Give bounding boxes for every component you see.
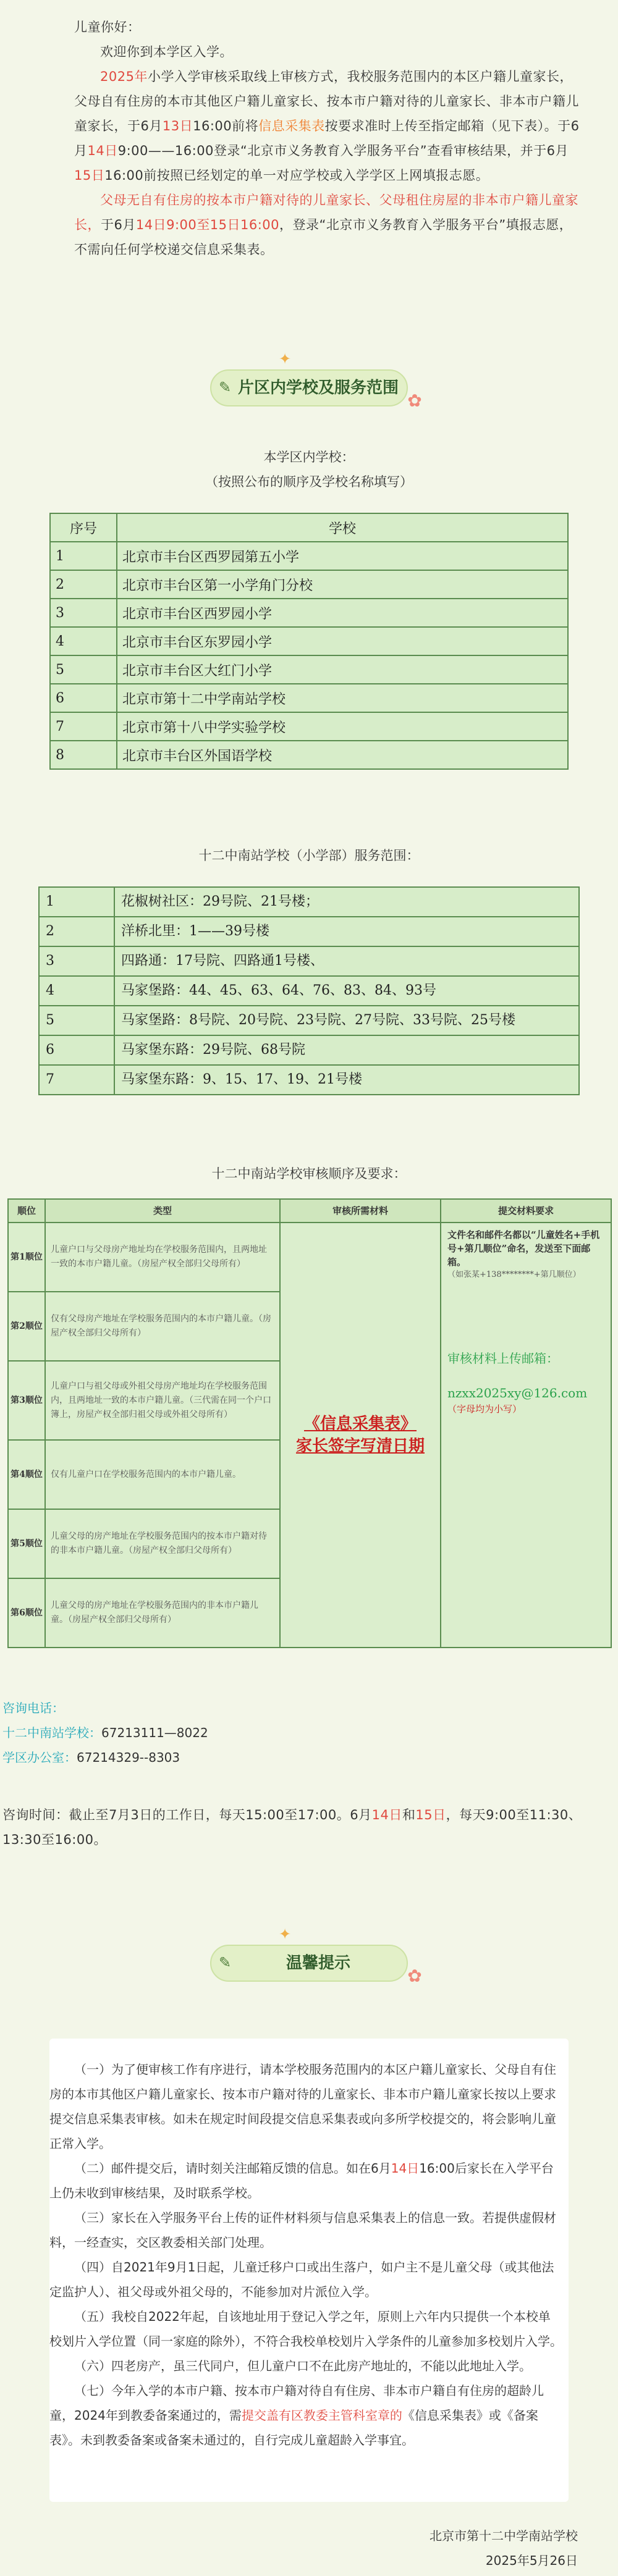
type-cell: 儿童户口与祖父母或外祖父母房产地址均在学校服务范围内，且两地址一致的本市户籍儿童。（三代需在同一个户口簿上，房屋产权全部归祖父母或外祖父母所有） [45, 1361, 280, 1440]
school-name-cell: 北京市丰台区大红门小学 [117, 655, 568, 684]
review-order-table [7, 1198, 612, 1648]
row-number: 8 [50, 741, 117, 769]
tip7-text: （七）今年入学的本市户籍、按本市户籍对待自有住房、非本市户籍自有住房的超龄儿童，2024年到教委备案通过的，需 [49, 2383, 544, 2423]
p2-text-b: ，登录“北京市义务教育入学服务平台”填报志愿，不需向任何学校递交信息采集表。 [74, 217, 573, 257]
date-13: 13日 [162, 119, 193, 133]
p2-time: 14日9:00至15日16:00 [135, 217, 279, 232]
pencil-icon: ✎ [219, 1954, 232, 1971]
office-phone: 67214329--8303 [77, 1750, 180, 1765]
schools-table [49, 513, 569, 770]
intro-paragraph-2 [74, 188, 581, 262]
row-number: 2 [39, 917, 114, 946]
school-name-cell: 北京市第十八中学实验学校 [117, 712, 568, 741]
p1-text-b: 16:00前将 [193, 119, 259, 133]
required-material-cell [280, 1223, 441, 1648]
office-phone-line [0, 1745, 618, 1770]
school-name-cell: 北京市丰台区第一小学角门分校 [117, 570, 568, 599]
school-phone: 67213111—8022 [101, 1725, 208, 1740]
lowercase-note: （字母均为小写） [447, 1404, 522, 1415]
row-number: 7 [50, 712, 117, 741]
range-cell: 马家堡路：44、45、63、64、76、83、84、93号 [114, 976, 579, 1006]
order-cell: 第2顺位 [8, 1292, 45, 1361]
order-cell: 第3顺位 [8, 1361, 45, 1440]
table-row [39, 1035, 579, 1065]
header-type: 类型 [45, 1199, 280, 1223]
date-15: 15日 [74, 168, 105, 183]
info-form-title: 《信息采集表》 [303, 1415, 417, 1433]
tips-list [49, 2057, 562, 2452]
signature-block [309, 2523, 578, 2573]
header-submit: 提交材料要求 [441, 1199, 611, 1223]
sign-date: 2025年5月26日 [485, 2553, 578, 2568]
school-name-cell: 北京市第十二中学南站学校 [117, 684, 568, 712]
range-cell: 马家堡东路：29号院、68号院 [114, 1035, 579, 1065]
table-row [50, 712, 568, 741]
naming-rule: 文件名和邮件名都以“儿童姓名+手机号+第几顺位”命名，发送至下面邮箱。 [447, 1229, 600, 1268]
type-cell: 儿童户口与父母房产地址均在学校服务范围内，且两地址一致的本市户籍儿童。（房屋产权全部归父母所有） [45, 1223, 280, 1292]
schools-caption-1: 本学区内学校： [263, 450, 355, 465]
table-row [39, 976, 579, 1006]
school-phone-label: 十二中南站学校： [2, 1725, 101, 1740]
section-banner-schools [185, 352, 433, 420]
order-title: 十二中南站学校审核顺序及要求： [211, 1166, 407, 1181]
consult-date-14: 14日 [371, 1808, 402, 1822]
submit-requirement-cell [441, 1223, 611, 1648]
naming-example: （如张某+138********+第几顺位） [447, 1270, 581, 1279]
schools-caption [0, 445, 618, 494]
table-row [39, 1006, 579, 1035]
school-name-cell: 北京市丰台区西罗园小学 [117, 599, 568, 627]
table-row [50, 570, 568, 599]
header-order: 顺位 [8, 1199, 45, 1223]
school-name: 北京市第十二中学南站学校 [430, 2528, 578, 2543]
tip2-text: （二）邮件提交后，请时刻关注邮箱反馈的信息。如在6月 [74, 2161, 391, 2176]
school-phone-line [0, 1720, 618, 1745]
range-cell: 洋桥北里：1——39号楼 [114, 917, 579, 946]
consult-text-a: 咨询时间：截止至7月3日的工作日，每天15:00至17:00。6月 [2, 1808, 372, 1822]
pencil-icon: ✎ [219, 379, 232, 396]
consult-time [2, 1803, 614, 1852]
p2-red-text: 父母无自有住房的按本市户籍对待的儿童家长、父母租住房屋的非本市户籍儿童家长， [74, 193, 578, 232]
tip-item: （四）自2021年9月1日起，儿童迁移户口或出生落户，如户主不是儿童父母（或其他法定监护人）、祖父母或外祖父母的，不能参加对片派位入学。 [49, 2260, 554, 2299]
type-cell: 儿童父母的房产地址在学校服务范围内的非本市户籍儿童。（房屋产权全部归父母所有） [45, 1578, 280, 1648]
p1-text-e: 16:00前按照已经划定的单一对应学校或入学学区上网填报志愿。 [104, 168, 489, 183]
tip-item: （一）为了便审核工作有序进行，请本学校服务范围内的本区户籍儿童家长、父母自有住房的本市其他区户籍儿童家长、按本市户籍对待的儿童家长、非本市户籍儿童家长按以上要求提交信息采集表审核。如未在规定时间段提交信息采集表或向多所学校提交的，将会影响儿童正常入学。 [49, 2062, 556, 2151]
consult-and: 和 [402, 1808, 416, 1822]
intro-section [74, 15, 581, 262]
row-number: 7 [39, 1065, 114, 1095]
table-header-row [50, 513, 568, 542]
table-header-row [8, 1199, 611, 1223]
table-row [39, 887, 579, 917]
info-form-required [284, 1413, 436, 1435]
table-row [39, 946, 579, 976]
contact-section [0, 1696, 618, 1770]
type-cell: 仅有父母房产地址在学校服务范围内的本市户籍儿童。（房屋产权全部归父母所有） [45, 1292, 280, 1361]
range-cell: 马家堡东路：9、15、17、19、21号楼 [114, 1065, 579, 1095]
tip-item: （五）我校自2022年起，自该地址用于登记入学之年，原则上六年内只提供一个本校单校划片入学位置（同一家庭的除外），不符合我校单校划片入学条件的儿童参加多校划片入学。 [49, 2309, 562, 2349]
table-row [39, 917, 579, 946]
row-number: 3 [50, 599, 117, 627]
range-cell: 四路通：17号院、四路通1号楼、 [114, 946, 579, 976]
upload-label: 审核材料上传邮箱： [447, 1351, 559, 1366]
tip-item: （三）家长在入学服务平台上传的证件材料须与信息采集表上的信息一致。若提供虚假材料，一经查实，交区教委相关部门处理。 [49, 2210, 556, 2250]
parent-sign-text: 家长签字写清日期 [295, 1437, 425, 1455]
tip7-tail: 《信息采集表》或《备案表》。未到教委备案或备案未通过的，自行完成儿童超龄入学事宜。 [49, 2408, 538, 2448]
table-row [39, 1065, 579, 1095]
service-range-title: 十二中南站学校（小学部）服务范围： [198, 848, 420, 863]
order-cell: 第4顺位 [8, 1440, 45, 1509]
school-name-cell: 北京市丰台区外国语学校 [117, 741, 568, 769]
type-cell: 儿童父母的房产地址在学校服务范围内的按本市户籍对待的非本市户籍儿童。（房屋产权全部归父母所有） [45, 1509, 280, 1578]
school-name-cell: 北京市丰台区东罗园小学 [117, 627, 568, 655]
year-text: 2025年 [100, 69, 148, 84]
type-cell: 仅有儿童户口在学校服务范围内的本市户籍儿童。 [45, 1440, 280, 1509]
table-row [50, 741, 568, 769]
welcome-text: 欢迎你到本学区入学。 [100, 44, 233, 59]
range-cell: 马家堡路：8号院、20号院、23号院、27号院、33号院、25号楼 [114, 1006, 579, 1035]
schools-caption-2: （按照公布的顺序及学校名称填写） [205, 474, 413, 489]
consult-paragraph [2, 1803, 614, 1852]
row-number: 6 [50, 684, 117, 712]
row-number: 1 [39, 887, 114, 917]
tip2-date: 14日 [391, 2161, 420, 2176]
p1-text-a: 小学入学审核采取线上审核方式，我校服务范围内的本区户籍儿童家长，父母自有住房的本市其他区户籍儿童家长、按本市户籍对待的儿童家长、非本市户籍儿童家长，于6月 [74, 69, 579, 133]
info-form-name: 信息采集表 [258, 119, 325, 133]
table-row [50, 599, 568, 627]
table-row [50, 542, 568, 570]
tip-item [49, 2156, 562, 2205]
date-14: 14日 [87, 143, 118, 158]
row-number: 6 [39, 1035, 114, 1065]
row-number: 5 [39, 1006, 114, 1035]
header-required: 审核所需材料 [280, 1199, 441, 1223]
p1-text-c: 按要求准时上传至指定邮箱（见下表）。于6月 [74, 119, 580, 158]
upload-email[interactable]: nzxx2025xy@126.com [447, 1386, 588, 1400]
row-number: 4 [39, 976, 114, 1006]
tip-item [49, 2378, 562, 2452]
tip-item: （六）四老房产，虽三代同户，但儿童户口不在此房产地址的，不能以此地址入学。 [74, 2359, 531, 2373]
table-row [50, 627, 568, 655]
section-title: 片区内学校及服务范围 [237, 379, 399, 397]
service-range-table [38, 886, 580, 1095]
order-caption [0, 1161, 618, 1186]
range-cell: 花椒树社区：29号院、21号楼； [114, 887, 579, 917]
flower-icon: ✿ [407, 1966, 422, 1986]
tip7-red: 提交盖有区教委主管科室章的 [241, 2408, 402, 2423]
row-number: 3 [39, 946, 114, 976]
service-range-caption [0, 843, 618, 868]
greeting: 儿童你好： [74, 20, 141, 35]
order-cell: 第1顺位 [8, 1223, 45, 1292]
sparkle-icon: ✦ [278, 1926, 292, 1943]
column-header-no: 序号 [50, 513, 117, 542]
flower-icon: ✿ [407, 390, 422, 411]
order-cell: 第5顺位 [8, 1509, 45, 1578]
tips-title: 温馨提示 [286, 1954, 350, 1972]
section-banner-tips [185, 1927, 433, 1995]
contact-title: 咨询电话： [2, 1701, 64, 1715]
school-name-cell: 北京市丰台区西罗园第五小学 [117, 542, 568, 570]
row-number: 2 [50, 570, 117, 599]
table-row [50, 684, 568, 712]
table-row [8, 1223, 611, 1292]
consult-date-15: 15日 [415, 1808, 446, 1822]
column-header-school: 学校 [117, 513, 568, 542]
row-number: 1 [50, 542, 117, 570]
sparkle-icon: ✦ [278, 350, 292, 368]
table-row [50, 655, 568, 684]
order-cell: 第6顺位 [8, 1578, 45, 1648]
row-number: 5 [50, 655, 117, 684]
p2-text-a: 于6月 [101, 217, 136, 232]
parent-sign-required [284, 1435, 436, 1457]
intro-paragraph-1 [74, 64, 581, 188]
tip2-tail: 16:00后家长在入学平台上仍未收到审核结果，及时联系学校。 [49, 2161, 554, 2200]
p1-text-d: 9:00——16:00登录“北京市义务教育入学服务平台”查看审核结果，并于6月 [117, 143, 569, 158]
row-number: 4 [50, 627, 117, 655]
office-phone-label: 学区办公室： [2, 1750, 77, 1765]
consult-text-b: ，每天9:00至11:30、13:30至16:00。 [2, 1808, 582, 1847]
